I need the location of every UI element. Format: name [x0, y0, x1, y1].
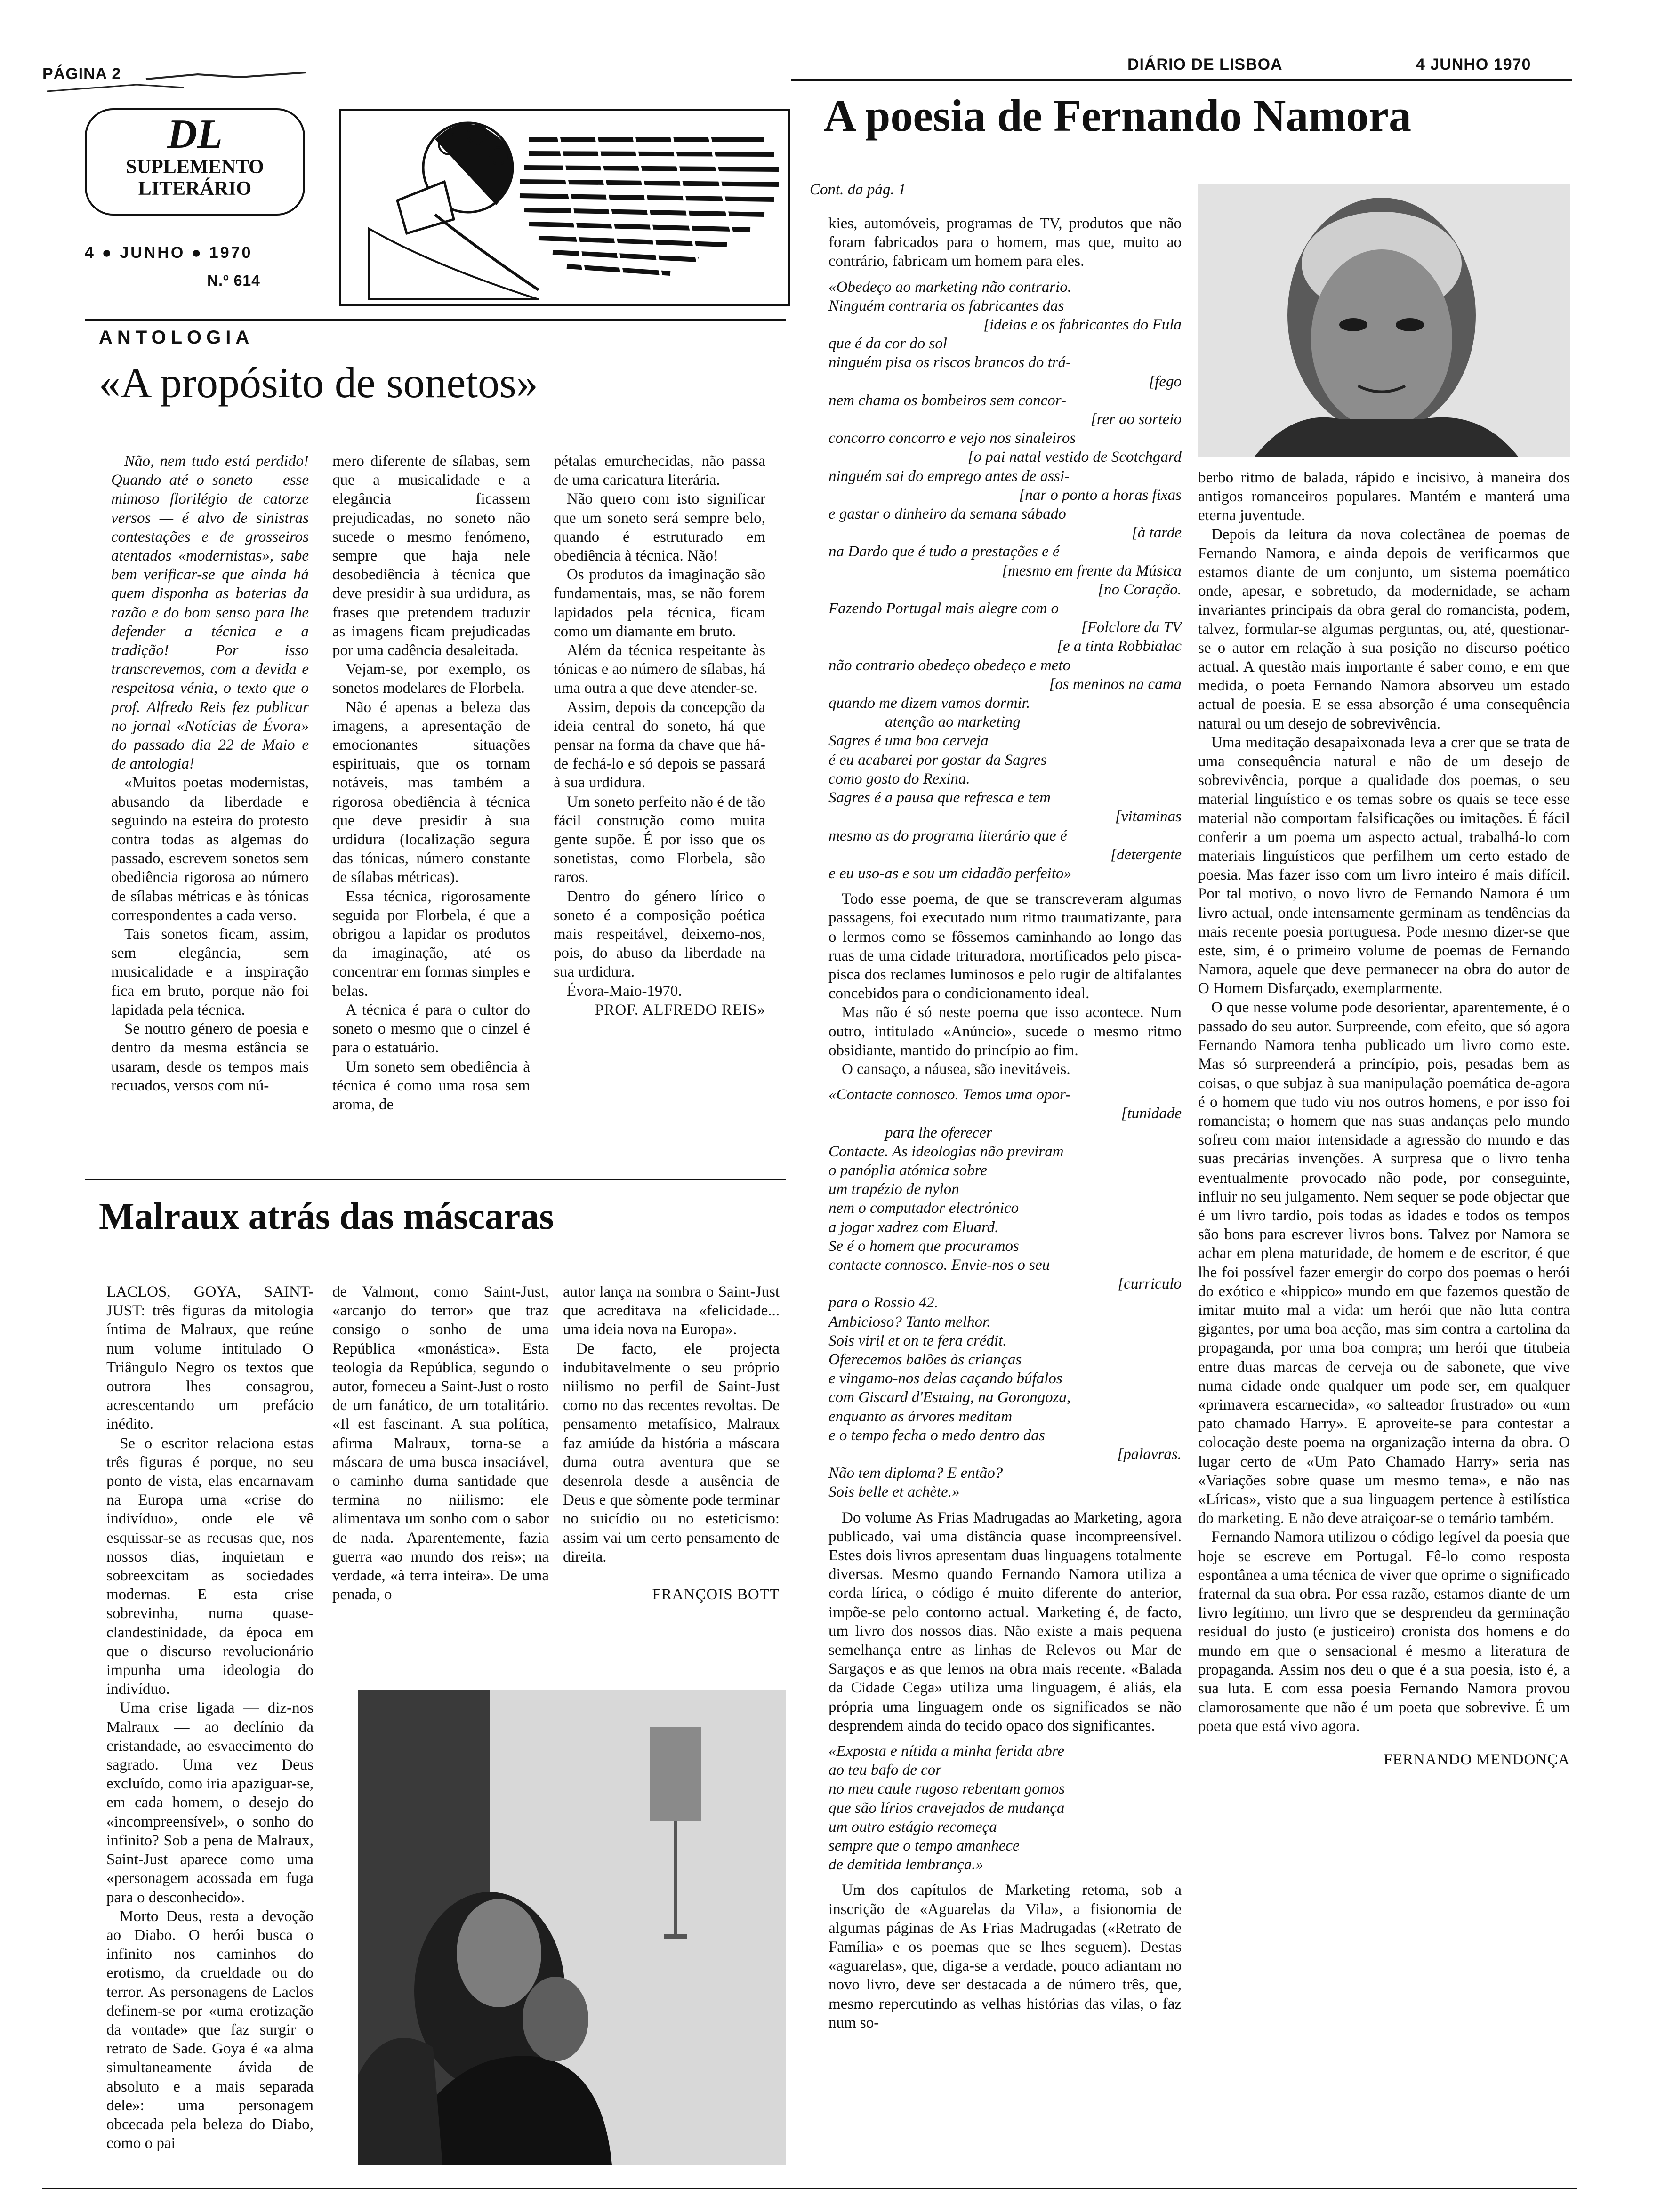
malraux-title: Malraux atrás das máscaras — [99, 1196, 554, 1237]
paragraph: «Muitos poetas modernistas, abusando da liberdade e seguindo na esteira do protesto contra todas as algemas do passado, escrevem sonetos sem obediência rigorosa ao número de sílabas métricas e às tónicas correspondentes a cada verso. — [111, 774, 309, 924]
poem-line: e eu uso-as e sou um cidadão perfeito» — [828, 865, 1071, 882]
poem-line: Sois belle et achète.» — [828, 1483, 960, 1501]
poem-line: e o tempo fecha o medo dentro das — [828, 1427, 1045, 1444]
paragraph: Um soneto perfeito não é de tão fácil construção como muita gente supõe. É por isso que os sonetistas, como Florbela, são raros. — [554, 793, 765, 886]
author-signature: FRANÇOIS BOTT — [652, 1586, 780, 1603]
page-label: PÁGINA 2 — [42, 65, 121, 83]
paragraph: Os produtos da imaginação são fundamentais, mas, se não forem lapidados pela técnica, ficam como um diamante em bruto. — [554, 566, 765, 640]
paragraph: Não é apenas a beleza das imagens, a apresentação de emocionantes situações espirituais, que os tornam notáveis, mas também a rigorosa obediência à técnica que deve presidir à sua urdidura (localização segura das tónicas, número constante de sílabas métricas). — [332, 698, 530, 886]
poem-line: [o pai natal vestido de Scotchgard — [967, 449, 1182, 466]
paragraph: Vejam-se, por exemplo, os sonetos modelares de Florbela. — [332, 661, 530, 697]
poem-line: é eu acabarei por gostar da Sagres — [828, 751, 1047, 769]
poem-line: contacte connosco. Envie-nos o seu — [828, 1256, 1050, 1274]
paragraph: Uma crise ligada — diz-nos Malraux — ao declínio da cristandade, ao esvaecimento do sagrado. Uma vez Deus excluído, como iria apaziguar-se, em cada homem, o desejo do «incompreensível», o sonho do infinito? Sob a pena de Malraux, Saint-Just aparece como uma «personagem acossada em fuga para o desconhecido». — [106, 1699, 314, 1906]
poem-line: não contrario obedeço obedeço e meto — [828, 657, 1071, 674]
author-signature: FERNANDO MENDONÇA — [1384, 1751, 1570, 1768]
paragraph: Depois da leitura da nova colectânea de poemas de Fernando Namora, e ainda depois de verificarmos que estamos diante de um conjunto, um sistema poemático onde, apesar, e sobretudo, da modernidade, se acham invariantes principais da obra geral do romancista, podem, talvez, formular-se algumas perguntas, ou, até, questionar-se o autor em relação à sua posição no discurso poético actual. A questão mais importante é saber como, e em que medida, o poeta Fernando Namora absorveu um estado actual de poesia. E se essa absorção é uma consequência natural ou um desejo de sobrevivência. — [1198, 526, 1570, 732]
paragraph: autor lança na sombra o Saint-Just que acreditava na «felicidade... uma ideia nova na Europa». — [563, 1283, 780, 1338]
paragraph: Morto Deus, resta a devoção ao Diabo. O herói busca o infinito nos caminhos do erotismo, da crueldade ou do terror. As personagens de Laclos definem-se por «uma erotização da vontade» que faz surgir o retrato de Sade. Goya é «a alma simultaneamente ávida de absoluto e a mais separada dele»: uma personagem obcecada pela beleza do Diabo, como o pai — [106, 1907, 314, 2152]
poem-line: quando me dizem vamos dormir. — [828, 695, 1030, 712]
poem-line: atenção ao marketing — [885, 713, 1021, 731]
paragraph: Évora-Maio-1970. — [567, 982, 682, 1000]
paragraph: O que nesse volume pode desorientar, aparentemente, é o passado do seu autor. Surpreende, com efeito, que só agora Fernando Namora tenha publicado um livro como este. Mas só surpreenderá a princípio, pois, pesadas bem as coisas, o que subjaz à sua manipulação poemática de-agora é o homem que tudo viu nos outros homens, e por isso foi romancista; o homem que nas suas andanças pelo mundo sofreu com maior intensidade a agressão do mundo e das suas precárias invenções. A surpresa que o livro tenha eventualmente provocado não pode, por conseguinte, influir no seu julgamento. Nem sequer se pode objectar que é um livro tardio, pois todas as idades e todos os tempos são bons para escrever livros bons. Talvez por Namora se achar em plena maturidade, de homem e de escritor, é que lhe foi possível fazer emergir do corpo dos poemas o herói do exótico e «hippico» mundo em que fazemos questão de imitar muito mal a vida: um herói que não luta contra gigantes, por uma boa acção, mas sim contra a cartolina da propaganda, por uma boa compra; um herói que titubeia entre duas marcas de cerveja ou de sabonete, que vive numa cidade onde qualquer um pode ser, em qualquer «primavera escarnecida», «o salteador frustrado» ou «um pato chamado Harry». E aproveite-se para contestar a colocação deste poema na organização interna da obra. O lugar certo de «Um Pato Chamado Harry» seria nas «Variações sobre quase um mesmo tema», e não nas «Líricas», visto que a sua linguagem pertence à estilística do marketing. E não deve atraiçoar-se o temário também. — [1198, 999, 1570, 1527]
namora-portrait — [1198, 184, 1570, 457]
poem-line: o panóplia atómica sobre — [828, 1162, 988, 1179]
poem-line: [ideias e os fabricantes do Fula — [983, 316, 1182, 334]
newspaper-name: DIÁRIO DE LISBOA — [1127, 56, 1283, 73]
antologia-column-3 — [554, 452, 765, 1181]
poem-line: Fazendo Portugal mais alegre com o — [828, 600, 1059, 617]
paragraph: de Valmont, como Saint-Just, «arcanjo do terror» que traz consigo o sonho de uma República «monástica». Esta teologia da República, segundo o autor, forneceu a Saint-Just o rosto de um fanático, de um totalitário. «Il est fascinant. A sua política, afirma Malraux, torna-se a máscara de uma busca insaciável, o caminho duma santidade que termina no niilismo: ele alimentava um sonho com o sabor de nada. Aparentemente, fazia guerra «ao mundo dos reis»; na verdade, «à terra inteira». De uma penada, o — [332, 1283, 549, 1603]
poem-line: na Dardo que é tudo a prestações e é — [828, 543, 1060, 561]
section-label: ANTOLOGIA — [99, 327, 254, 348]
paragraph: LACLOS, GOYA, SAINT-JUST: três figuras da mitologia íntima de Malraux, que reúne num volume intitulado O Triângulo Negro os textos que outrora lhes consagrou, acrescentando um prefácio inédito. — [106, 1283, 314, 1433]
poem-line: que é da cor do sol — [828, 335, 948, 353]
malraux-column-2 — [332, 1282, 549, 1687]
header-rule — [791, 79, 1572, 81]
poem-line: [e a tinta Robbialac — [1057, 638, 1182, 655]
poem-line: «Obedeço ao marketing não contrario. — [828, 278, 1071, 296]
antologia-column-1 — [111, 452, 309, 1181]
paragraph: Fernando Namora utilizou o código legível da poesia que hoje se escreve em Portugal. Fê-lo como resposta espontânea a uma técnica de viver que oprime o significado fraternal da sua obra. Por essa razão, estamos diante de um livro legítimo, um livro que se desprendeu da germinação residual do justo (e justiceiro) cronista dos homens e do mundo em que o sensacional é mesmo a literatura de propaganda. Assim nos deu o que é a sua poesia, isto é, a sua luta. E com essa poesia Fernando Namora provou clamorosamente que não é um poeta que sobrevive. É um poeta que está vivo agora. — [1198, 1529, 1570, 1735]
poem-line: Ninguém contraria os fabricantes das — [828, 297, 1064, 314]
paragraph: O cansaço, a náusea, são inevitáveis. — [842, 1060, 1070, 1078]
antologia-rule — [85, 319, 786, 321]
paragraph: Uma meditação desapaixonada leva a crer que se trata de uma consequência natural e não de um desejo de sobrevivência, porque a qualidade dos poemas, o seu material linguístico e os temas sobre os quais se tece esse material não comportam falsificações ou imitações. É fácil conferir a um poema um aspecto actual, trabalhá-lo com materiais linguísticos que perfilhem um certo estado de poesia. Mas fazer isso com um livro inteiro é mais difícil. Por tal motivo, o novo livro de Fernando Namora é um livro actual, onde intensamente germinam as tendências da mais recente poesia portuguesa. Pode mesmo dizer-se que este, sim, é o primeiro volume de poemas de Fernando Namora, aquele que deve permanecer na obra do autor de O Homem Disfarçado, exemplarmente. — [1198, 734, 1570, 997]
poem-line: enquanto as árvores meditam — [828, 1408, 1013, 1425]
poem-line: ninguém sai do emprego antes de assi- — [828, 467, 1070, 485]
paragraph: Um soneto sem obediência à técnica é como uma rosa sem aroma, de — [332, 1058, 530, 1113]
paragraph: Dentro do género lírico o soneto é a composição poética mais respeitável, deixemo-nos, pois, do abuso da liberdade na sua urdidura. — [554, 888, 765, 981]
malraux-photo — [358, 1690, 786, 2165]
footer-rule — [42, 2188, 1577, 2189]
paragraph: Do volume As Frias Madrugadas ao Marketing, agora publicado, vai uma distância quase incompreensível. Estes dois livros apresentam duas linguagens totalmente diversas. Mesmo quando Fernando Namora utiliza a corda lírica, o código é muito diferente do anterior, impõe-se pelo contorno actual. Marketing é, de facto, um livro dos nossos dias. Não existe a mais pequena semelhança entre as linhas de Relevos ou Mar de Sargaços e as que lemos na obra mais recente. «Balada da Cidade Cega» utiliza uma linguagem, é aliás, ela própria uma linguagem onde os significados se não desprendem ainda do tecido opaco dos significantes. — [828, 1509, 1182, 1734]
paragraph: Não, nem tudo está perdido! Quando até o soneto — esse mimoso florilégio de catorze versos — é alvo de sinistras contestações e de grosseiros atentados «modernistas», sabe bem verificar-se que ainda há quem disponha as baterias da razão e do bom senso para lhe defender a técnica e a tradição! Por isso transcrevemos, com a devida e respeitosa vénia, o texto que o prof. Alfredo Reis fez publicar no jornal «Notícias de Évora» do passado dia 22 de Maio e de antologia! — [111, 453, 309, 773]
namora-column-1 — [828, 214, 1182, 2148]
poem-line: para lhe oferecer — [885, 1124, 992, 1141]
poem-line: que são lírios cravejados de mudança — [828, 1799, 1065, 1817]
malraux-portrait-image — [358, 1690, 786, 2165]
poem-line: Não tem diploma? E então? — [828, 1465, 1003, 1482]
poem-line: [Folclore da TV — [1081, 619, 1182, 636]
paragraph: A técnica é para o cultor do soneto o mesmo que o cinzel é para o estatuário. — [332, 1001, 530, 1057]
paragraph: Essa técnica, rigorosamente seguida por Florbela, é que a obrigou a lapidar os produtos da imaginação, até os concentrar em formas simples e belas. — [332, 888, 530, 1000]
poem-line: de demitida lembrança.» — [828, 1856, 984, 1874]
poem-line: um trapézio de nylon — [828, 1181, 959, 1198]
poem-line: e gastar o dinheiro da semana sábado — [828, 505, 1066, 523]
poem-line: ao teu bafo de cor — [828, 1762, 942, 1779]
logo-line-1: SUPLEMENTO — [126, 156, 264, 178]
poem-line: [fego — [1149, 373, 1182, 390]
antologia-title: «A propósito de sonetos» — [99, 359, 538, 407]
poem-line: sempre que o tempo amanhece — [828, 1837, 1020, 1855]
paragraph: berbo ritmo de balada, rápido e incisivo, à maneira dos antigos romanceiros populares. Mantém e manterá uma eterna juventude. — [1198, 469, 1570, 524]
poem-line: e vingamo-nos delas caçando búfalos — [828, 1370, 1062, 1387]
malraux-column-3 — [563, 1282, 780, 1668]
paragraph: Se o escritor relaciona estas três figuras é porque, no seu ponto de vista, elas encarnavam na Europa uma «crise do indivíduo», onde ele vê esquissar-se as recusas que, nos nossos dias, inquietam e sobreexcitam as sociedades modernas. E esta crise sobrevinha, numa quase-clandestinidade, da época em que o discurso revolucionário impunha uma ideologia do indivíduo. — [106, 1435, 314, 1698]
poem-line: no meu caule rugoso rebentam gomos — [828, 1780, 1065, 1798]
poem-line: Sagres é uma boa cerveja — [828, 732, 989, 750]
author-signature: PROF. ALFREDO REIS» — [595, 1001, 765, 1018]
logo-mark: DL — [167, 112, 223, 157]
poem-line: com Giscard d'Estaing, na Gorongoza, — [828, 1389, 1071, 1406]
supplement-logo — [85, 108, 305, 216]
paragraph: Um dos capítulos de Marketing retoma, sob a inscrição de «Aguarelas da Vila», a fisionomia de algumas páginas de As Frias Madrugadas («Retrato de Família» e os poemas que se lhes seguem). Destas «aguarelas», que, diga-se a verdade, pouco adiantam no novo livro, deve ser destacada a de número três, que, mesmo repercutindo as velhas histórias das vilas, o faz num so- — [828, 1882, 1182, 2031]
issue-number: N.º 614 — [207, 272, 260, 289]
paragraph: Além da técnica respeitante às tónicas e ao número de sílabas, há uma outra a que deve atender-se. — [554, 642, 765, 697]
poem-line: [palavras. — [1117, 1446, 1182, 1463]
poem-line: [detergente — [1110, 846, 1182, 863]
poem-line: Ambicioso? Tanto melhor. — [828, 1313, 991, 1330]
woman-with-book-illustration — [341, 111, 788, 304]
poem-line: nem chama os bombeiros sem concor- — [828, 392, 1066, 409]
poem-line: ninguém pisa os riscos brancos do trá- — [828, 354, 1071, 371]
poem-line: «Contacte connosco. Temos uma opor- — [828, 1086, 1071, 1104]
poem-line: [vitaminas — [1115, 808, 1182, 825]
continuation-note: Cont. da pág. 1 — [810, 181, 906, 198]
namora-title: A poesia de Fernando Namora — [824, 90, 1411, 141]
poem-line: Oferecemos balões às crianças — [828, 1351, 1022, 1368]
header-scratch-icon — [42, 71, 325, 99]
paragraph: Todo esse poema, de que se transcreveram algumas passagens, foi executado num ritmo traumatizante, para o lermos como se fôssemos caminhando ao longo das ruas de uma cidade trituradora, mortificados pelo pisca-pisca dos reclames luminosos e pelo rugir de altifalantes concebidos para o condicionamento ideal. — [828, 890, 1182, 1002]
antologia-column-2 — [332, 452, 530, 1181]
poem-line: «Exposta e nítida a minha ferida abre — [828, 1743, 1065, 1760]
poem-line: nem o computador electrónico — [828, 1200, 1019, 1217]
namora-column-2 — [1198, 468, 1570, 2186]
paragraph: Se noutro género de poesia e dentro da mesma estância se usaram, desde os tempos mais recuados, versos com nú- — [111, 1020, 309, 1094]
poem-line: [mesmo em frente da Música — [1002, 562, 1182, 579]
poem-line: [à tarde — [1131, 524, 1182, 542]
poem-line: [tunidade — [1121, 1105, 1182, 1122]
logo-line-2: LITERÁRIO — [138, 178, 252, 200]
issue-date: 4 ● JUNHO ● 1970 — [85, 244, 253, 262]
poem-line: Contacte. As ideologias não previram — [828, 1143, 1064, 1160]
poem-line: Sois viril et on te fera crédit. — [828, 1332, 1007, 1349]
paragraph: Assim, depois da concepção da ideia central do soneto, há que pensar na forma da chave que há-de fechá-lo e só depois se passará à sua urdidura. — [554, 698, 765, 792]
paragraph: Mas não é só neste poema que isso acontece. Num outro, intitulado «Anúncio», sucede o mesmo ritmo obsidiante, mantido do princípio ao fim. — [828, 1004, 1182, 1059]
poem-line: [curriculo — [1118, 1275, 1182, 1293]
poem-line: [nar o ponto a horas fixas — [1019, 486, 1182, 504]
paragraph: De facto, ele projecta indubitavelmente o seu próprio niilismo no perfil de Saint-Just como no das recentes revoltas. De pensamento metafísico, Malraux faz amiúde da história a máscara duma outra aventura que se desenrola desde a ausência de Deus e que sòmente pode terminar no suicídio ou no esteticismo: assim vai um certo pensamento de direita. — [563, 1340, 780, 1565]
decorative-illustration — [339, 109, 790, 306]
header-date: 4 JUNHO 1970 — [1416, 56, 1531, 73]
poem-line: um outro estágio recomeça — [828, 1818, 997, 1835]
poem-line: Se é o homem que procuramos — [828, 1237, 1019, 1255]
poem-line: [no Coração. — [1098, 581, 1182, 598]
paragraph: Não quero com isto significar que um soneto será sempre belo, quando é estruturado em obediência à técnica. Não! — [554, 490, 765, 565]
paragraph: mero diferente de sílabas, sem que a musicalidade e a elegância ficassem prejudicadas, no soneto não sucede o mesmo fenómeno, sempre que haja nele desobediência à técnica que deve presidir à sua urdidura, as frases que pretendem traduzir as imagens ficam prejudicadas por uma cadência desaleitada. — [332, 453, 530, 659]
paragraph: pétalas emurchecidas, não passa de uma caricatura literária. — [554, 453, 765, 489]
poem-line: mesmo as do programa literário que é — [828, 827, 1067, 844]
poem-line: [os meninos na cama — [1049, 675, 1182, 693]
namora-portrait-image — [1198, 184, 1570, 457]
poem-line: para o Rossio 42. — [828, 1294, 938, 1312]
poem-line: [rer ao sorteio — [1090, 411, 1182, 428]
paragraph: Tais sonetos ficam, assim, sem elegância, sem musicalidade e a inspiração fica em bruto, porque não foi lapidada pela técnica. — [111, 926, 309, 1018]
poem-line: Sagres é a pausa que refresca e tem — [828, 789, 1051, 807]
poem-line: como gosto do Rexina. — [828, 770, 970, 787]
paragraph: kies, automóveis, programas de TV, produtos que não foram fabricados para o homem, mas que, muito ao contrário, fabricam um homem para eles. — [828, 215, 1182, 270]
poem-line: a jogar xadrez com Eluard. — [828, 1218, 999, 1236]
malraux-rule — [85, 1179, 786, 1180]
poem-line: concorro concorro e vejo nos sinaleiros — [828, 430, 1076, 447]
malraux-column-1 — [106, 1282, 314, 2177]
